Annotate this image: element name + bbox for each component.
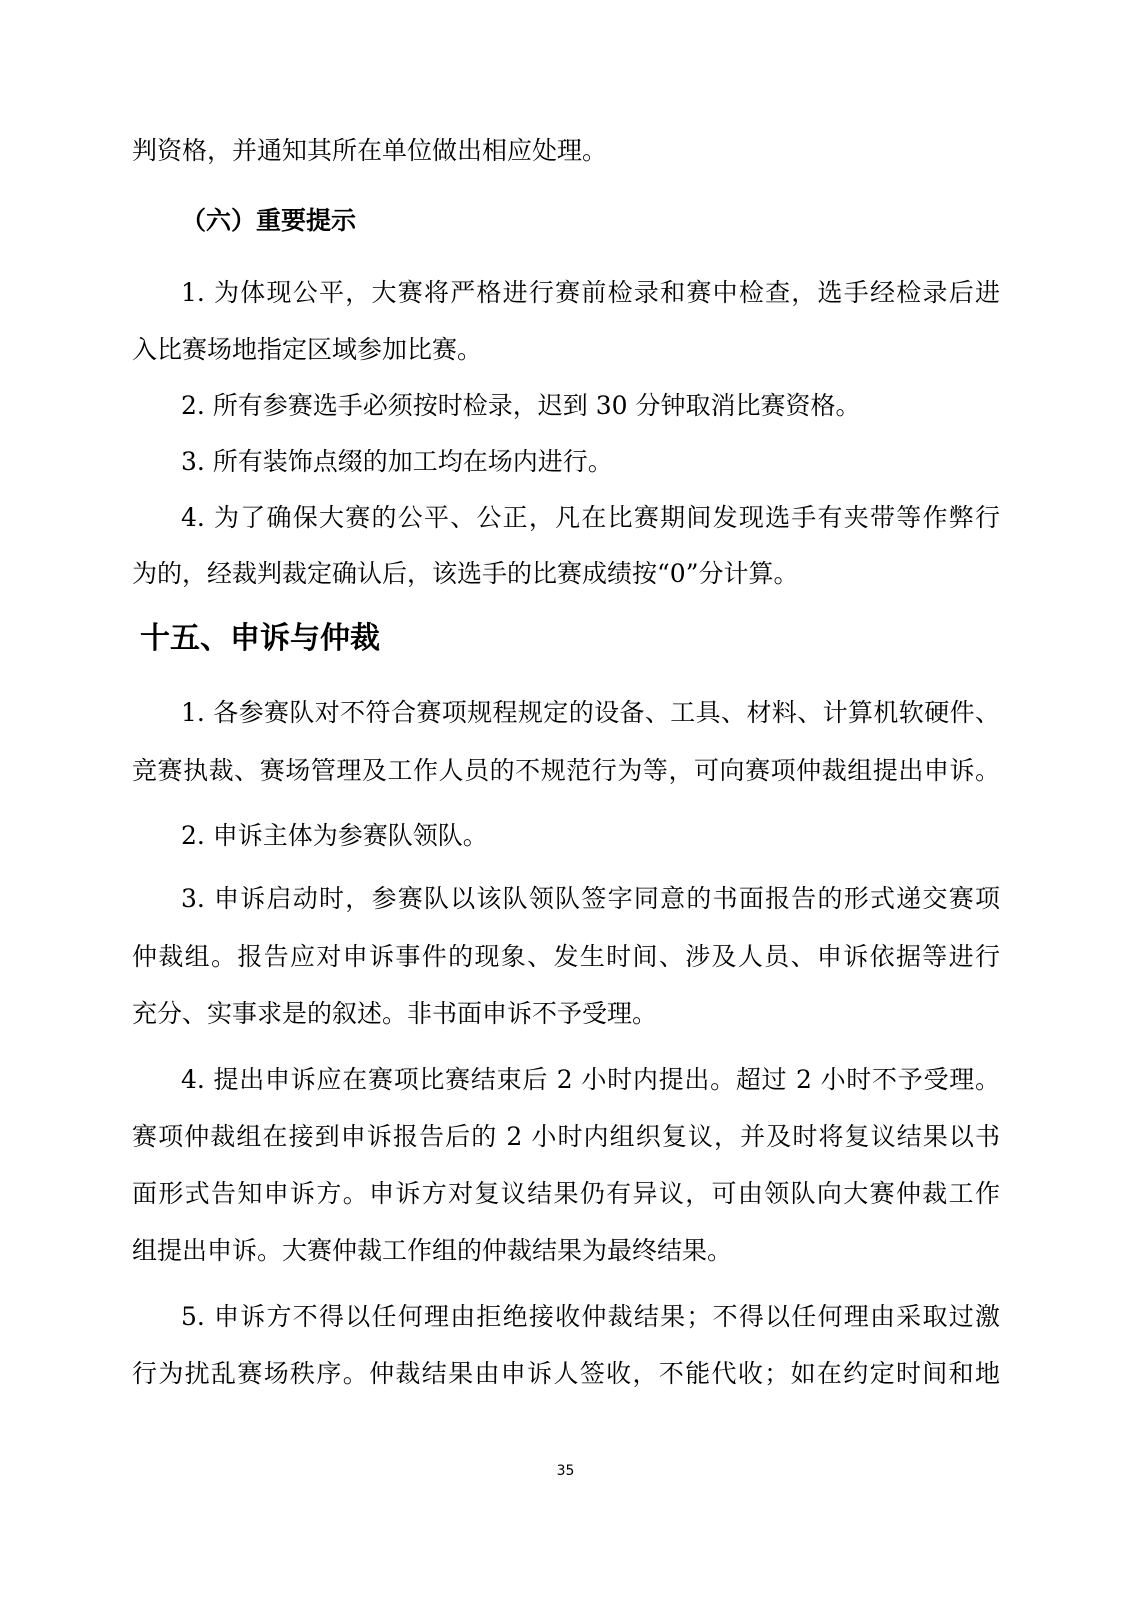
paragraph-line: 组提出申诉。大赛仲裁工作组的仲裁结果为最终结果。	[132, 1236, 733, 1265]
paragraph-line: 1. 为体现公平，大赛将严格进行赛前检录和赛中检查，选手经检录后进	[181, 278, 1000, 307]
paragraph-line: 竞赛执裁、赛场管理及工作人员的不规范行为等，可向赛项仲裁组提出申诉。	[132, 756, 1000, 785]
paragraph-line: 1. 各参赛队对不符合赛项规程规定的设备、工具、材料、计算机软硬件、	[181, 698, 1000, 727]
section-heading: 十五、申诉与仲裁	[140, 621, 380, 656]
paragraph-line: 2. 所有参赛选手必须按时检录，迟到 30 分钟取消比赛资格。	[181, 391, 861, 420]
paragraph-line: 2. 申诉主体为参赛队领队。	[181, 821, 488, 850]
paragraph-line: 4. 为了确保大赛的公平、公正，凡在比赛期间发现选手有夹带等作弊行	[181, 503, 1000, 532]
paragraph-line: 3. 所有装饰点缀的加工均在场内进行。	[181, 447, 613, 476]
paragraph-line: 面形式告知申诉方。申诉方对复议结果仍有异议，可由领队向大赛仲裁工作	[132, 1179, 1000, 1208]
paragraph-line: 5. 申诉方不得以任何理由拒绝接收仲裁结果；不得以任何理由采取过激	[181, 1302, 1000, 1331]
paragraph-line: 赛项仲裁组在接到申诉报告后的 2 小时内组织复议，并及时将复议结果以书	[132, 1122, 1000, 1151]
paragraph-line: 为的，经裁判裁定确认后，该选手的比赛成绩按“0”分计算。	[132, 559, 799, 588]
page-number: 35	[556, 1463, 575, 1479]
paragraph-line: 4. 提出申诉应在赛项比赛结束后 2 小时内提出。超过 2 小时不予受理。	[181, 1065, 1000, 1094]
paragraph-line: 行为扰乱赛场秩序。仲裁结果由申诉人签收，不能代收；如在约定时间和地	[132, 1359, 1000, 1388]
section-subheading: （六）重要提示	[181, 206, 357, 235]
paragraph-line: 仲裁组。报告应对申诉事件的现象、发生时间、涉及人员、申诉依据等进行	[132, 942, 1000, 971]
paragraph-line: 判资格，并通知其所在单位做出相应处理。	[132, 136, 608, 165]
paragraph-line: 入比赛场地指定区域参加比赛。	[132, 335, 483, 364]
paragraph-line: 3. 申诉启动时，参赛队以该队领队签字同意的书面报告的形式递交赛项	[181, 884, 1000, 913]
paragraph-line: 充分、实事求是的叙述。非书面申诉不予受理。	[132, 999, 658, 1028]
